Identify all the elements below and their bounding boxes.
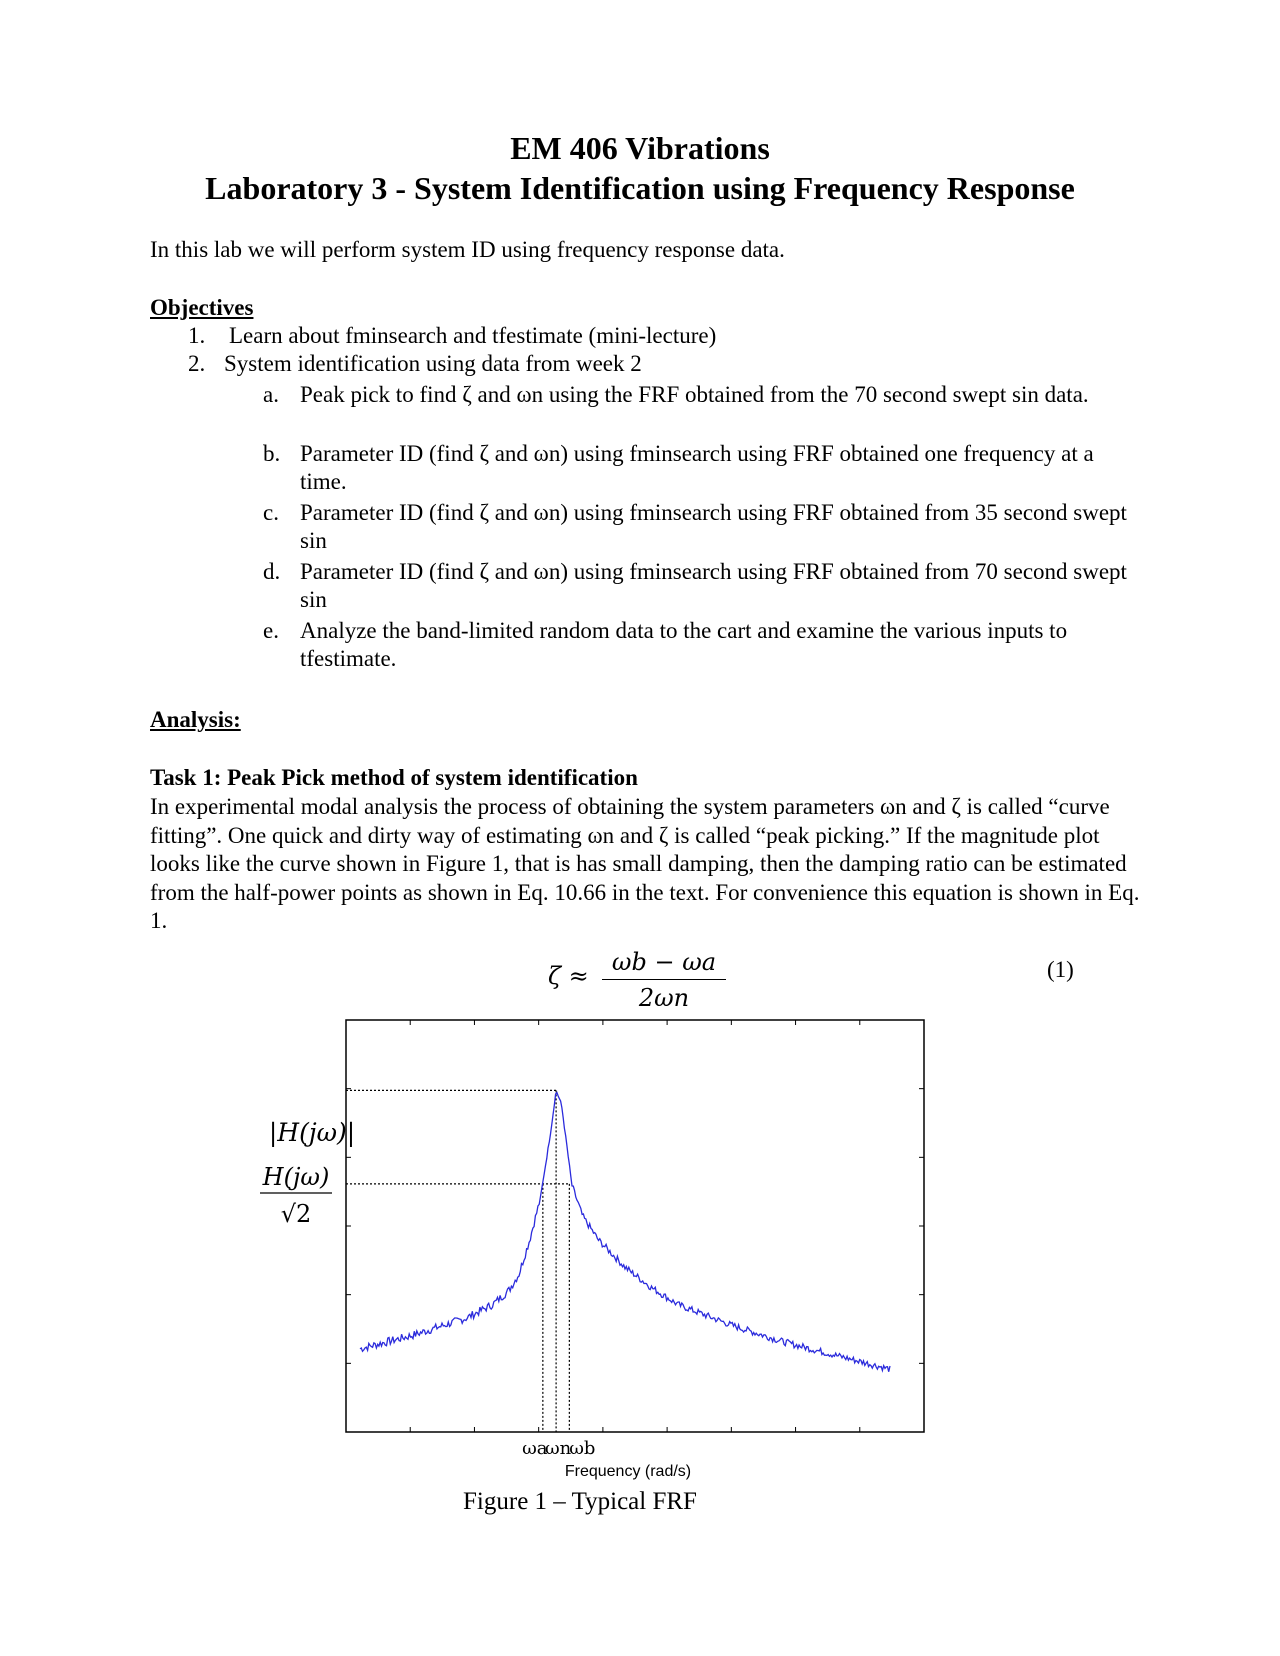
sub-item-text: Parameter ID (find ζ and ωn) using fminsearch using FRF obtained from 35 second swept sin: [300, 500, 1127, 553]
x-marker-label-omega-b: ωb: [569, 1438, 596, 1459]
sub-item-text: Parameter ID (find ζ and ωn) using fminsearch using FRF obtained one frequency at a time.: [300, 441, 1094, 494]
sub-item-text: Analyze the band-limited random data to the cart and examine the various inputs to tfestimate.: [300, 618, 1068, 671]
sub-item-letter: e.: [263, 618, 279, 643]
sub-item-letter: b.: [263, 441, 281, 466]
title-line-2: Laboratory 3 - System Identification using Frequency Response: [205, 170, 1075, 206]
y-label-half-power-denominator: √2: [280, 1200, 312, 1228]
objectives-heading: Objectives: [150, 295, 254, 320]
x-marker-label-omega-a: ωa: [522, 1438, 548, 1459]
objective-text: System identification using data from week 2: [224, 351, 642, 376]
equation-lhs: ζ ≈: [548, 962, 589, 990]
sub-item-letter: d.: [263, 559, 281, 584]
y-label-half-power-numerator: H(jω): [262, 1163, 330, 1191]
objective-number: 2.: [188, 351, 206, 376]
document-title: [0, 128, 1280, 208]
intro-text: In this lab we will perform system ID using frequency response data.: [150, 237, 785, 262]
task1-heading: Task 1: Peak Pick method of system identification: [150, 765, 638, 790]
analysis-heading: Analysis:: [150, 707, 241, 732]
objective-text: Learn about fminsearch and tfestimate (mini-lecture): [229, 323, 717, 348]
equation-fraction-bar: [602, 979, 726, 980]
sub-item-text: Peak pick to find ζ and ωn using the FRF obtained from the 70 second swept sin data.: [300, 382, 1089, 407]
axis-ticks: [346, 1020, 924, 1432]
title-line-1: EM 406 Vibrations: [510, 130, 770, 166]
objective-number: 1.: [188, 323, 206, 348]
sub-item-text: Parameter ID (find ζ and ωn) using fminsearch using FRF obtained from 70 second swept sin: [300, 559, 1127, 612]
y-label-peak-magnitude: |H(jω)|: [268, 1118, 356, 1147]
equation-numerator: ωb − ωa: [611, 948, 717, 976]
x-axis-label: Frequency (rad/s): [564, 1463, 692, 1480]
equation-number: (1): [1047, 957, 1074, 982]
figure-caption: Figure 1 – Typical FRF: [463, 1488, 697, 1515]
sub-item-letter: a.: [263, 382, 279, 407]
frf-chart: [240, 1010, 940, 1480]
frf-magnitude-curve: [360, 1093, 890, 1372]
plot-frame: [346, 1020, 924, 1432]
task1-paragraph: In experimental modal analysis the process of obtaining the system parameters ωn and ζ is called “curve fitting”. One quick and dirty way of estimating ωn and ζ is called “peak picking.” If the magnitude plot looks like the curve shown in Figure 1, that is has small damping, then the damping ratio can be estimated from the half-power points as shown in Eq. 10.66 in the text. For convenience this equation is shown in Eq. 1.: [150, 794, 1140, 933]
equation-denominator: 2ωn: [638, 984, 690, 1012]
x-marker-label-omega-n: ωn: [544, 1438, 572, 1459]
sub-item-letter: c.: [263, 500, 279, 525]
